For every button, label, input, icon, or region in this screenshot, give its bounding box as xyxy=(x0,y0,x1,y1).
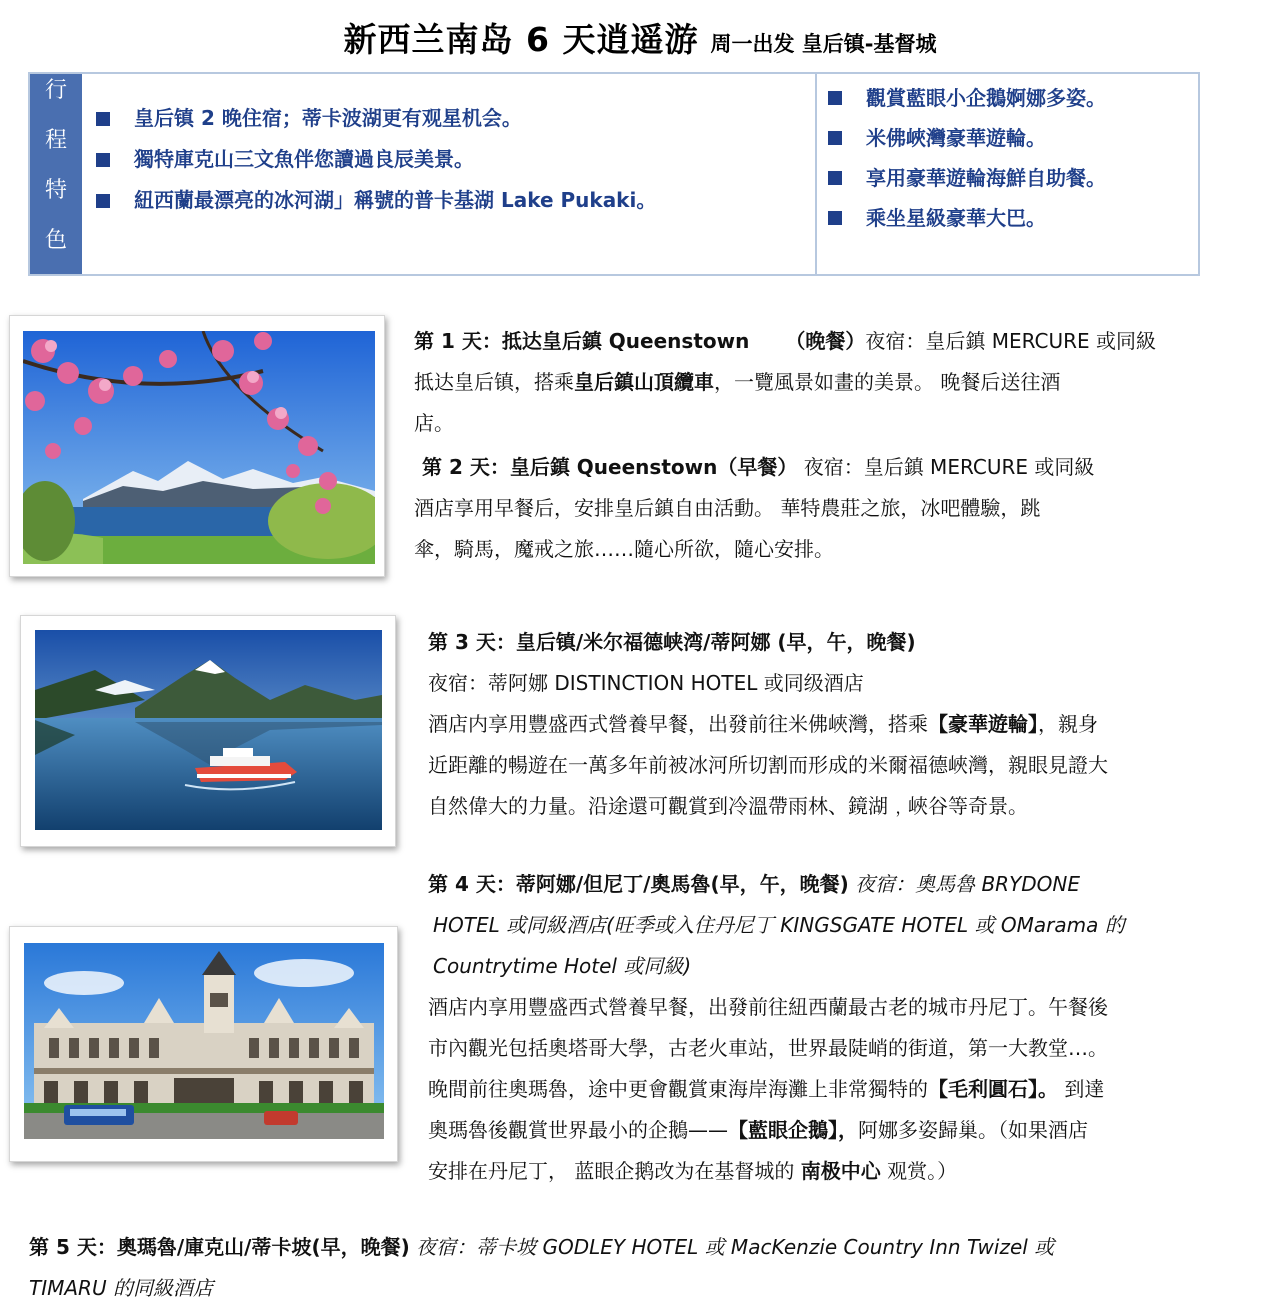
feature-item: 乘坐星級豪華大巴。 xyxy=(828,198,1106,238)
features-divider xyxy=(815,74,817,274)
tour-subtitle: 周一出发 皇后镇-基督城 xyxy=(710,32,937,56)
day-1-heading: 第 1 天：抵达皇后鎮 Queenstown xyxy=(414,329,750,353)
queenstown-gondola: 皇后鎮山頂纜車 xyxy=(574,370,714,394)
day-5: 第 5 天：奧瑪魯/庫克山/蒂卡坡(早，晚餐) 夜宿：蒂卡坡 GODLEY HOTEL 或 MacKenzie Country Inn Twizel 或 TIMARU 的同級酒店 xyxy=(29,1235,1055,1300)
square-bullet-icon xyxy=(828,211,842,225)
square-bullet-icon xyxy=(96,112,110,126)
day-5-heading: 第 5 天：奧瑪魯/庫克山/蒂卡坡(早，晚餐) xyxy=(29,1235,410,1259)
day-3: 第 3 天：皇后镇/米尔福德峡湾/蒂阿娜 (早，午，晚餐) 夜宿：蒂阿娜 DISTINCTION HOTEL 或同级酒店 酒店内享用豐盛西式營養早餐，出發前往米佛峽灣，搭乘【豪華遊輪】，親身 近距離的暢遊在一萬多年前被冰河所切割而形成的米爾福德峽灣，親眼見證大 自然偉大的力量。沿途還可觀賞到冷溫帶雨林、鏡湖﹐峽谷等奇景。 xyxy=(428,622,1268,827)
day-2-heading: 第 2 天：皇后鎮 Queenstown（早餐） xyxy=(422,455,798,479)
queenstown-lake-image xyxy=(23,331,375,564)
moeraki-boulders: 【毛利圓石】。 xyxy=(928,1077,1058,1101)
day-3-heading: 第 3 天：皇后镇/米尔福德峡湾/蒂阿娜 (早，午，晚餐) xyxy=(428,630,916,654)
day-3-hotel: 夜宿：蒂阿娜 DISTINCTION HOTEL 或同级酒店 xyxy=(428,671,864,695)
photo-queenstown-lake xyxy=(9,315,385,577)
square-bullet-icon xyxy=(828,91,842,105)
side-char: 色 xyxy=(44,228,67,253)
milford-sound-image xyxy=(35,630,382,830)
feature-item: 皇后镇 2 晚住宿；蒂卡波湖更有观星机会。 xyxy=(96,98,656,139)
side-char: 程 xyxy=(44,128,67,153)
features-list-right xyxy=(828,78,1106,238)
antarctic-centre: 南极中心 xyxy=(800,1159,881,1183)
square-bullet-icon xyxy=(828,131,842,145)
day-4: 第 4 天：蒂阿娜/但尼丁/奧馬魯(早，午，晚餐) 夜宿：奧馬魯 BRYDONE HOTEL 或同級酒店(旺季或入住丹尼丁 KINGSGATE HOTEL 或 OMarama 的 Countrytime Hotel 或同級) 酒店内享用豐盛西式營養早餐，出發前往紐西蘭最古老的城市丹尼丁。午餐後 市內觀光包括奧塔哥大學，古老火車站，世界最陡峭的街道，第一大教堂…。 晚間前往奧瑪魯，途中更會觀賞東海岸海灘上非常獨特的【毛利圓石】。 到達 奧瑪魯後觀賞世界最小的企鵝——【藍眼企鵝】，阿娜多姿歸巢。（如果酒店 安排在丹尼丁， 蓝眼企鹅改为在基督城的 南极中心 观赏。） xyxy=(428,872,1125,1183)
tour-title: 新西兰南岛 6 天逍遥游 xyxy=(343,20,699,59)
day-1-hotel: 夜宿：皇后鎮 MERCURE 或同級 xyxy=(865,329,1156,353)
square-bullet-icon xyxy=(96,194,110,208)
page-title xyxy=(0,14,1280,61)
photo-milford-sound xyxy=(20,615,396,847)
side-char: 行 xyxy=(44,78,67,103)
luxury-cruise: 【豪華遊輪】 xyxy=(928,712,1038,736)
feature-item: 紐西蘭最漂亮的冰河湖」稱號的普卡基湖 Lake Pukaki。 xyxy=(96,180,656,221)
feature-item: 觀賞藍眼小企鵝婀娜多姿。 xyxy=(828,78,1106,118)
day-5-hotel: 夜宿：蒂卡坡 GODLEY HOTEL 或 MacKenzie Country Inn Twizel 或 xyxy=(409,1235,1055,1259)
feature-item: 享用豪華遊輪海鮮自助餐。 xyxy=(828,158,1106,198)
day-2-hotel: 夜宿：皇后鎮 MERCURE 或同級 xyxy=(797,455,1095,479)
day-4-hotel: 夜宿：奧馬魯 BRYDONE xyxy=(848,872,1081,896)
square-bullet-icon xyxy=(828,171,842,185)
day-2: 第 2 天：皇后鎮 Queenstown（早餐） 夜宿：皇后鎮 MERCURE 或同級 酒店享用早餐后，安排皇后鎮自由活動。 華特農莊之旅，冰吧體驗，跳 傘，騎馬，魔戒之旅……隨心所欲，隨心安排。 xyxy=(414,455,1095,561)
features-side-label xyxy=(30,74,82,274)
blue-penguin: 【藍眼企鵝】， xyxy=(728,1118,858,1142)
day-1: 第 1 天：抵达皇后鎮 Queenstown （晚餐）夜宿：皇后鎮 MERCURE 或同級 抵达皇后镇，搭乘皇后鎮山頂纜車，一覽風景如畫的美景。 晚餐后送往酒 店。 xyxy=(414,329,1156,435)
features-list-left xyxy=(96,98,656,221)
itinerary-features-box xyxy=(28,72,1200,276)
square-bullet-icon xyxy=(96,153,110,167)
day-4-heading: 第 4 天：蒂阿娜/但尼丁/奧馬魯(早，午，晚餐) xyxy=(428,872,849,896)
photo-dunedin-station xyxy=(9,926,398,1162)
feature-item: 米佛峽灣豪華遊輪。 xyxy=(828,118,1106,158)
day-1-meal: （晚餐） xyxy=(785,329,866,353)
feature-item: 獨特庫克山三文魚伴您讀過良辰美景。 xyxy=(96,139,656,180)
side-char: 特 xyxy=(44,178,67,203)
dunedin-station-image xyxy=(24,943,384,1139)
